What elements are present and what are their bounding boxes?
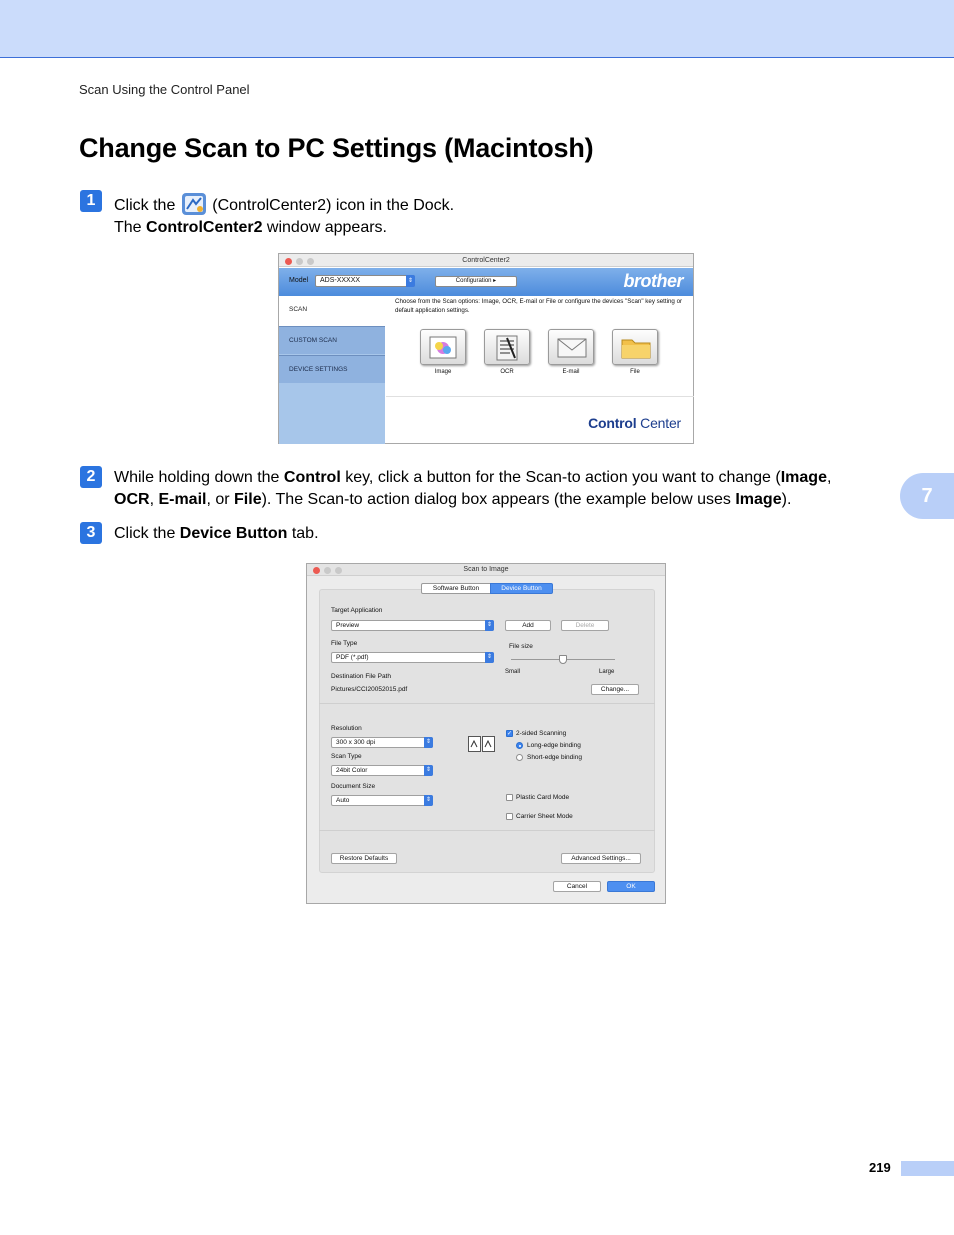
target-application-label: Target Application — [331, 607, 383, 614]
page-number-bar — [901, 1161, 954, 1176]
cancel-button[interactable]: Cancel — [553, 881, 601, 892]
step-2-b3: OCR — [114, 491, 150, 508]
restore-defaults-button[interactable]: Restore Defaults — [331, 853, 397, 864]
step-2-t3: , — [826, 469, 832, 486]
scan-ocr-button[interactable] — [484, 329, 530, 365]
scan-type-select[interactable] — [331, 765, 433, 776]
step-2-b5: File — [234, 491, 262, 508]
step-3-text — [114, 523, 319, 545]
two-sided-checkbox[interactable]: ✓ — [507, 731, 513, 737]
scan-type-value: 24bit Color — [336, 767, 368, 774]
select-arrows-icon: ⇕ — [424, 737, 433, 748]
long-edge-label: Long-edge binding — [527, 742, 581, 749]
scan-email-button[interactable] — [548, 329, 594, 365]
step-2-t7: ). — [781, 491, 792, 508]
step-1-number: 1 — [80, 190, 102, 212]
resolution-label: Resolution — [331, 725, 362, 732]
carrier-sheet-label: Carrier Sheet Mode — [516, 813, 573, 820]
select-arrows-icon: ⇕ — [406, 275, 415, 287]
short-edge-radio[interactable] — [516, 754, 523, 761]
step-2-number: 2 — [80, 466, 102, 488]
select-arrows-icon: ⇕ — [424, 765, 433, 776]
step-2-t5: , or — [206, 491, 235, 508]
cc-toolbar — [279, 268, 693, 296]
header-band — [0, 0, 954, 58]
add-button[interactable]: Add — [505, 620, 551, 631]
dialog-title: Scan to Image — [463, 566, 509, 573]
resolution-select[interactable] — [331, 737, 433, 748]
file-size-label: File size — [509, 643, 533, 650]
step-1-text — [114, 191, 454, 239]
duplex-binding-icon — [468, 736, 496, 754]
select-arrows-icon: ⇕ — [424, 795, 433, 806]
step-2-t1: While holding down the — [114, 469, 284, 486]
scan-image-button[interactable] — [420, 329, 466, 365]
page-title: Change Scan to PC Settings (Macintosh) — [79, 133, 594, 163]
folder-icon — [613, 330, 659, 366]
logo-bold: Control — [588, 415, 637, 431]
step-1-line2-b: window appears. — [262, 219, 387, 236]
sidebar-item-custom-scan[interactable]: CUSTOM SCAN — [279, 326, 385, 354]
file-type-select[interactable] — [331, 652, 494, 663]
document-size-label: Document Size — [331, 783, 376, 790]
controlcenter2-dock-icon — [180, 191, 208, 217]
tab-software-button[interactable]: Software Button — [421, 583, 491, 594]
zoom-icon[interactable] — [307, 258, 314, 265]
ok-button[interactable]: OK — [607, 881, 655, 892]
model-value: ADS-XXXXX — [320, 277, 361, 284]
section-divider — [319, 703, 655, 704]
carrier-sheet-checkbox[interactable] — [506, 813, 513, 820]
short-edge-label: Short-edge binding — [527, 754, 582, 761]
brother-logo: brother — [623, 271, 683, 291]
sidebar-item-device-settings[interactable]: DEVICE SETTINGS — [279, 355, 385, 383]
step-1-line2-bold: ControlCenter2 — [146, 219, 263, 236]
email-label: E-mail — [562, 369, 580, 375]
document-size-value: Auto — [336, 797, 350, 804]
file-size-slider[interactable] — [511, 657, 615, 663]
two-sided-label: 2-sided Scanning — [516, 730, 567, 737]
plastic-card-checkbox[interactable] — [506, 794, 513, 801]
slider-thumb[interactable] — [559, 655, 567, 664]
select-arrows-icon: ⇕ — [485, 620, 494, 631]
cc-sidebar — [279, 296, 385, 444]
controlcenter-logo — [588, 415, 681, 431]
page-number: 219 — [869, 1160, 891, 1175]
step-2-t6: ). The Scan-to action dialog box appears (the example below uses — [261, 491, 736, 508]
model-select[interactable] — [315, 275, 415, 287]
step-3-t2: tab. — [287, 525, 319, 542]
zoom-icon[interactable] — [335, 567, 342, 574]
running-title: Scan Using the Control Panel — [79, 82, 250, 97]
step-2-b2: Image — [780, 469, 827, 486]
image-icon — [421, 330, 467, 366]
section-divider — [319, 830, 655, 831]
long-edge-radio[interactable] — [516, 742, 523, 749]
logo-rest: Center — [636, 415, 681, 431]
file-type-value: PDF (*.pdf) — [336, 654, 369, 661]
cc-window-title: ControlCenter2 — [462, 257, 510, 264]
scan-to-image-dialog — [306, 563, 666, 904]
step-3-t1: Click the — [114, 525, 180, 542]
scan-file-button[interactable] — [612, 329, 658, 365]
file-type-label: File Type — [331, 640, 358, 647]
resolution-value: 300 x 300 dpi — [336, 739, 376, 746]
dialog-title-bar — [307, 564, 665, 576]
minimize-icon[interactable] — [296, 258, 303, 265]
image-label: Image — [434, 369, 452, 375]
select-arrows-icon: ⇕ — [485, 652, 494, 663]
step-2-t2: key, click a button for the Scan-to action you want to change ( — [340, 469, 781, 486]
cc-divider — [386, 396, 694, 397]
controlcenter2-window — [278, 253, 694, 444]
change-button[interactable]: Change... — [591, 684, 639, 695]
close-icon[interactable] — [285, 258, 292, 265]
step-2-b4: E-mail — [158, 491, 207, 508]
step-2-t4: , — [149, 491, 159, 508]
step-1-text-a: Click the — [114, 197, 180, 214]
document-size-select[interactable] — [331, 795, 433, 806]
step-2-text — [114, 467, 890, 511]
target-application-select[interactable] — [331, 620, 494, 631]
close-icon[interactable] — [313, 567, 320, 574]
ocr-label: OCR — [500, 369, 514, 375]
model-label: Model — [289, 277, 309, 284]
plastic-card-label: Plastic Card Mode — [516, 794, 570, 801]
cc-title-bar — [279, 254, 693, 267]
destination-path-label: Destination File Path — [331, 673, 391, 680]
delete-button[interactable]: Delete — [561, 620, 609, 631]
configuration-label: Configuration — [455, 278, 492, 284]
ocr-icon — [485, 330, 531, 366]
step-3-b1: Device Button — [179, 525, 288, 542]
step-1-line2-a: The — [114, 219, 147, 236]
chapter-tab: 7 — [900, 473, 954, 519]
step-2-b6: Image — [735, 491, 782, 508]
sidebar-item-scan[interactable]: SCAN — [279, 296, 385, 326]
file-label: File — [630, 369, 640, 375]
file-size-large-label: Large — [599, 669, 615, 675]
target-application-value: Preview — [336, 622, 360, 629]
file-size-small-label: Small — [505, 669, 521, 675]
step-2-b1: Control — [283, 469, 341, 486]
configuration-button[interactable]: Configuration ▸ — [435, 276, 517, 287]
minimize-icon[interactable] — [324, 567, 331, 574]
step-3-number: 3 — [80, 522, 102, 544]
scan-type-label: Scan Type — [331, 753, 362, 760]
destination-path-value: Pictures/CCI20052015.pdf — [331, 686, 408, 693]
step-1-text-b: (ControlCenter2) icon in the Dock. — [207, 197, 455, 214]
cc-description: Choose from the Scan options: Image, OCR, E-mail or File or configure the devices "Scan" key setting or default application settings. — [395, 298, 683, 314]
advanced-settings-button[interactable]: Advanced Settings... — [561, 853, 641, 864]
tab-device-button[interactable]: Device Button — [490, 583, 553, 594]
email-icon — [549, 330, 595, 366]
